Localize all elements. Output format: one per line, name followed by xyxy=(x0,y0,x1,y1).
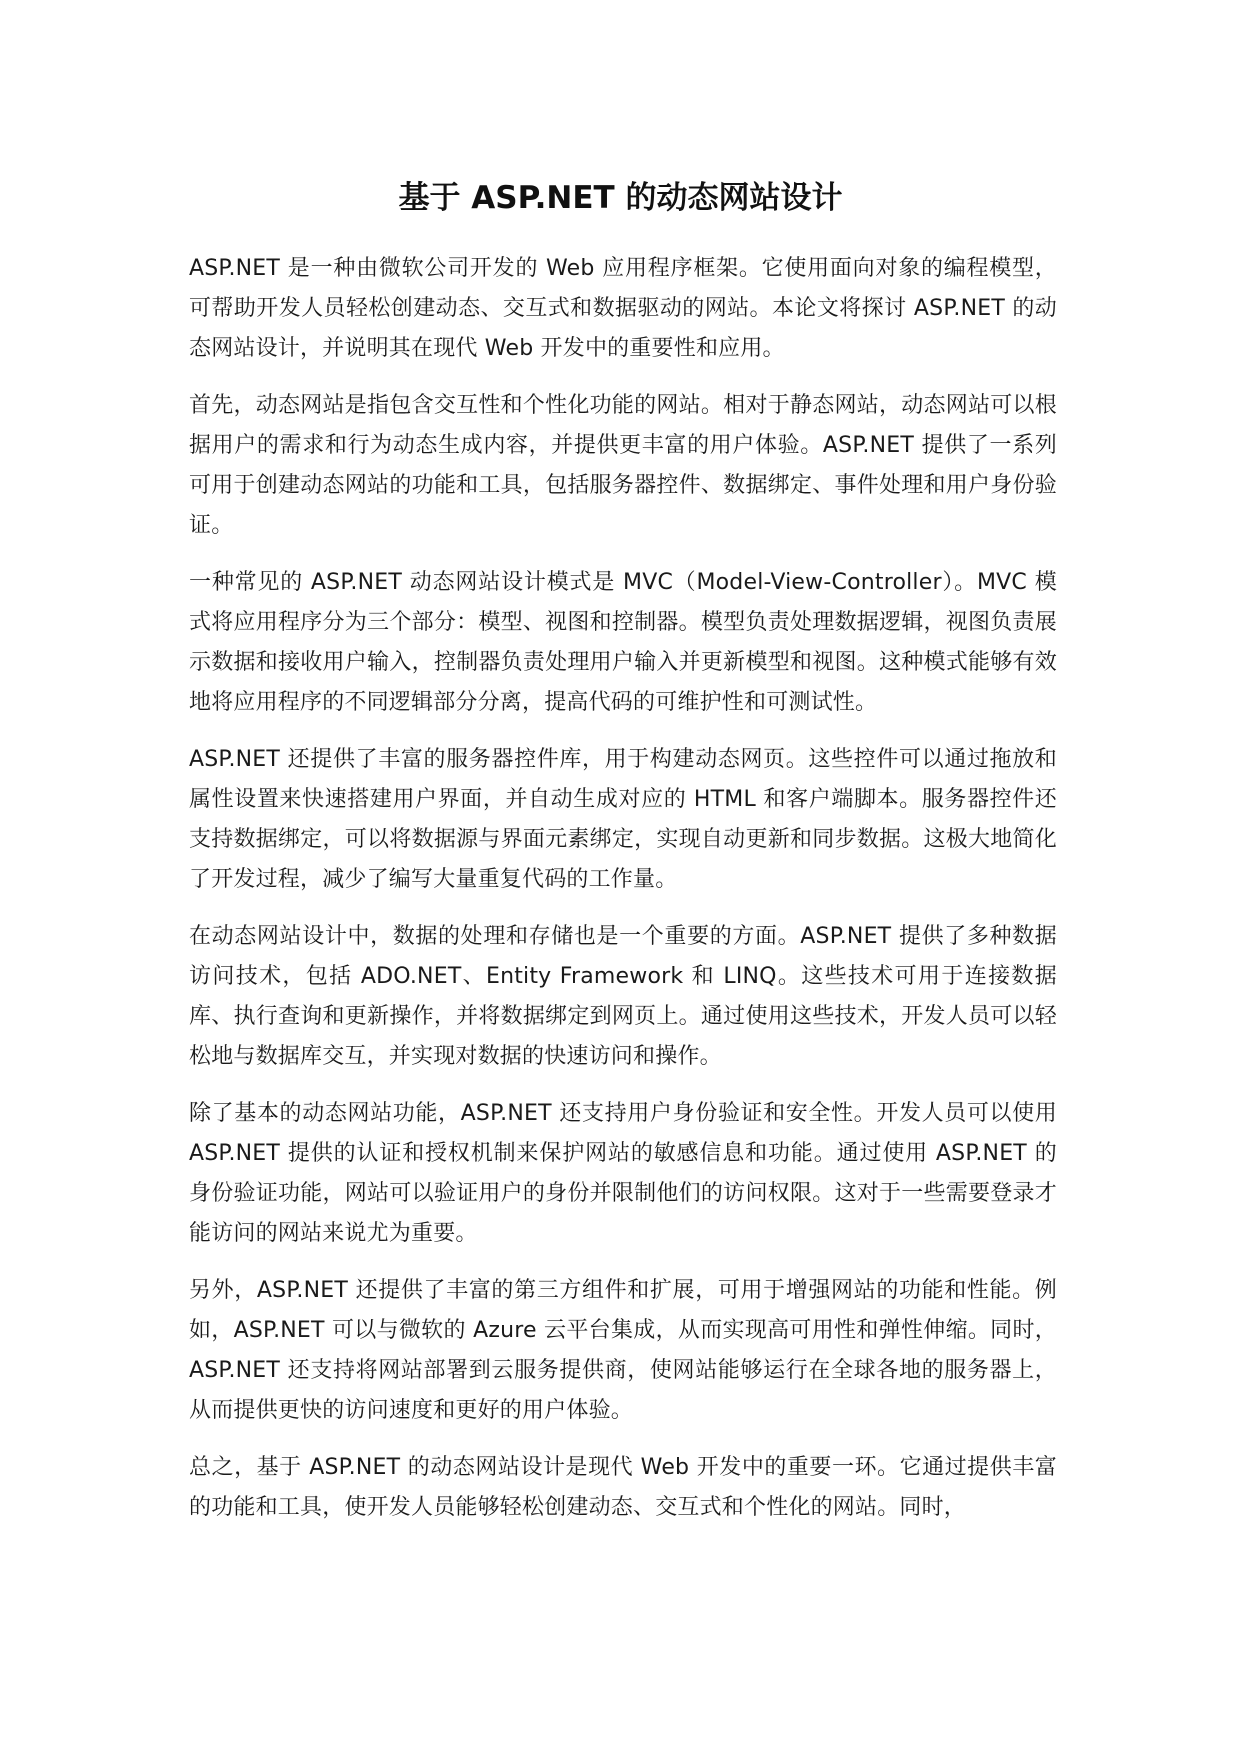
paragraph-1: ASP.NET 是一种由微软公司开发的 Web 应用程序框架。它使用面向对象的编程模型，可帮助开发人员轻松创建动态、交互式和数据驱动的网站。本论文将探讨 ASP.NET 的动态网站设计，并说明其在现代 Web 开发中的重要性和应用。 xyxy=(189,256,1057,361)
paragraph-2: 首先，动态网站是指包含交互性和个性化功能的网站。相对于静态网站，动态网站可以根据用户的需求和行为动态生成内容，并提供更丰富的用户体验。ASP.NET 提供了一系列可用于创建动态网站的功能和工具，包括服务器控件、数据绑定、事件处理和用户身份验证。 xyxy=(189,393,1057,538)
paragraph-7: 另外，ASP.NET 还提供了丰富的第三方组件和扩展，可用于增强网站的功能和性能。例如，ASP.NET 可以与微软的 Azure 云平台集成，从而实现高可用性和弹性伸缩。同时，ASP.NET 还支持将网站部署到云服务提供商，使网站能够运行在全球各地的服务器上，从而提供更快的访问速度和更好的用户体验。 xyxy=(189,1278,1057,1423)
document-title: 基于 ASP.NET 的动态网站设计 xyxy=(398,180,843,216)
paragraph-3: 一种常见的 ASP.NET 动态网站设计模式是 MVC（Model-View-Controller）。MVC 模式将应用程序分为三个部分：模型、视图和控制器。模型负责处理数据逻辑，视图负责展示数据和接收用户输入，控制器负责处理用户输入并更新模型和视图。这种模式能够有效地将应用程序的不同逻辑部分分离，提高代码的可维护性和可测试性。 xyxy=(189,570,1057,715)
paragraph-6: 除了基本的动态网站功能，ASP.NET 还支持用户身份验证和安全性。开发人员可以使用 ASP.NET 提供的认证和授权机制来保护网站的敏感信息和功能。通过使用 ASP.NET 的身份验证功能，网站可以验证用户的身份并限制他们的访问权限。这对于一些需要登录才能访问的网站来说尤为重要。 xyxy=(189,1101,1057,1246)
paragraph-4: ASP.NET 还提供了丰富的服务器控件库，用于构建动态网页。这些控件可以通过拖放和属性设置来快速搭建用户界面，并自动生成对应的 HTML 和客户端脚本。服务器控件还支持数据绑定，可以将数据源与界面元素绑定，实现自动更新和同步数据。这极大地简化了开发过程，减少了编写大量重复代码的工作量。 xyxy=(189,747,1057,892)
paragraph-8: 总之，基于 ASP.NET 的动态网站设计是现代 Web 开发中的重要一环。它通过提供丰富的功能和工具，使开发人员能够轻松创建动态、交互式和个性化的网站。同时， xyxy=(189,1455,1057,1520)
document-body xyxy=(189,249,1057,1545)
paragraph-5: 在动态网站设计中，数据的处理和存储也是一个重要的方面。ASP.NET 提供了多种数据访问技术，包括 ADO.NET、Entity Framework 和 LINQ。这些技术可用于连接数据库、执行查询和更新操作，并将数据绑定到网页上。通过使用这些技术，开发人员可以轻松地与数据库交互，并实现对数据的快速访问和操作。 xyxy=(189,924,1057,1069)
